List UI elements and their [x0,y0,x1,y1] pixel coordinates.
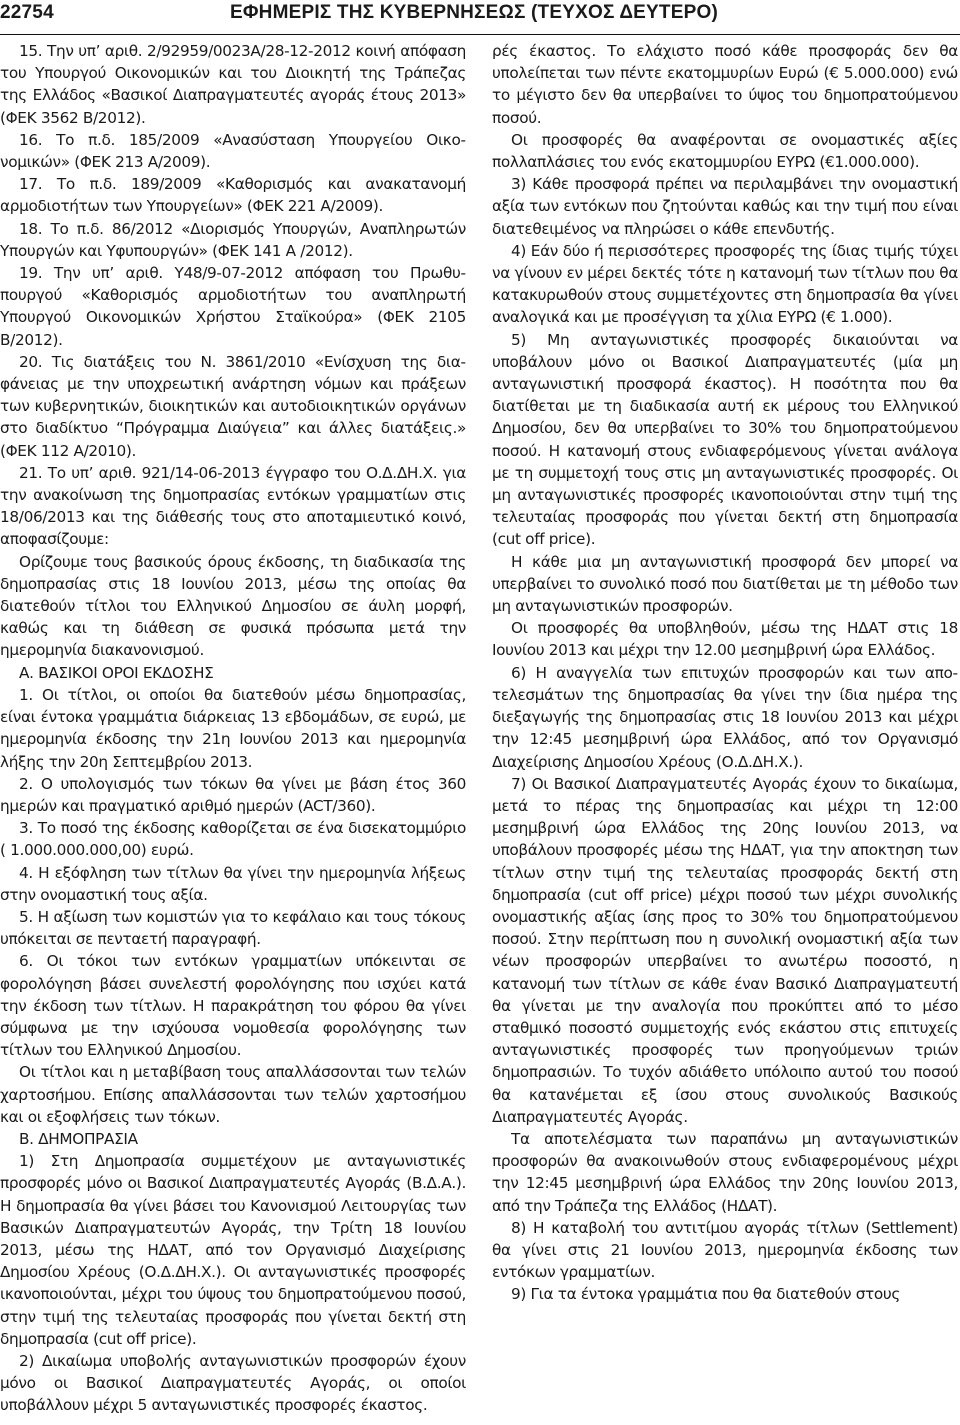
paragraph: Ορίζουμε τους βασικούς όρους έκδοσης, τη διαδικασία της δημοπρασίας στις 18 Ιουνίου 2013, μέσω της οποίας θα διατεθούν τίτλοι του Ελληνικού Δημοσίου σε άυλη μορφή, καθώς και τη διάθεση σε φυσικά πρόσωπα μετά την ημερομηνία διακανονισμού. [0,552,466,660]
paragraph: 16. Το π.δ. 185/2009 «Ανασύσταση Υπουργείου Οικονομικών» (ΦΕΚ 213 Α/2009). [0,130,466,172]
paragraph: Τα αποτελέσματα των παραπάνω μη ανταγωνιστικών προσφορών θα ανακοινωθούν στους ενδιαφερομένους μέχρι την 12:45 μεσημβρινή ώρα Ελλάδος την 20ης Ιουνίου 2013, από την Τράπεζα της Ελλάδος (ΗΔΑΤ). [492,1129,958,1215]
paragraph: 17. Το π.δ. 189/2009 «Καθορισμός και ανακατανομή αρμοδιοτήτων των Υπουργείων» (ΦΕΚ 221 Α/2009). [0,175,466,216]
paragraph: 20. Τις διατάξεις του Ν. 3861/2010 «Ενίσχυση της διαφάνειας με την υποχρεωτική ανάρτηση νόμων και πράξεων των κυβερνητικών, διοικητικών και αυτοδιοικητικών οργάνων στο διαδίκτυο “Πρόγραμμα Διαύγεια” και άλλες διατάξεις.» (ΦΕΚ 112 Α/2010). [0,352,466,460]
paragraph: 2. Ο υπολογισμός των τόκων θα γίνει με βάση έτος 360 ημερών και πραγματικό αριθμό ημερών (ACT/360). [0,774,466,815]
paragraph: 8) Η καταβολή του αντιτίμου αγοράς τίτλων (Settlement) θα γίνει στις 21 Ιουνίου 2013, ημερομηνία έκδοσης των εντόκων γραμματίων. [492,1218,958,1282]
paragraph: Οι προσφορές θα υποβληθούν, μέσω της ΗΔΑΤ στις 18 Ιουνίου 2013 και μέχρι την 12.00 μεσημβρινή ώρα Ελλάδος. [492,619,958,660]
paragraph: 9) Για τα έντοκα γραμμάτια που θα διατεθούν στους [511,1285,901,1304]
page-number: 22754 [0,2,54,23]
paragraph: 19. Την υπ’ αριθ. Υ48/9-07-2012 απόφαση του Πρωθυπουργού «Καθορισμός αρμοδιοτήτων του αναπληρωτή Υπουργού Οικονομικών Χρήστου Σταϊκούρα» (ΦΕΚ 2105 Β/2012). [0,264,466,349]
paragraph: 15. Την υπ’ αριθ. 2/92959/0023Α/28-12-2012 κοινή απόφαση του Υπουργού Οικονομικών και του Διοικητή της Τράπεζας της Ελλάδος «Βασικοί Διαπραγματευτές αγοράς έτους 2013» (ΦΕΚ 3562 Β/2012). [0,42,466,127]
left-column [0,40,466,1424]
paragraph: 6) Η αναγγελία των επιτυχών προσφορών και των αποτελεσμάτων της δημοπρασίας θα γίνει την ίδια ημέρα της διεξαγωγής της δημοπρασίας στις 18 Ιουνίου 2013 και μέχρι την 12:45 μεσημβρινή ώρα Ελλάδος, από τον Οργανισμό Διαχείρισης Δημοσίου Χρέους (Ο.Δ.ΔΗ.Χ.). [492,663,958,771]
paragraph: 6. Οι τόκοι των εντόκων γραμματίων υπόκεινται σε φορολόγηση βάσει συνελεστή φορολόγησης που ισχύει κατά την έκδοση των τίτλων. Η παρακράτηση του φόρου θα γίνει σύμφωνα με την ισχύουσα νομοθεσία φορολόγησης των τίτλων του Ελληνικού Δημοσίου. [0,952,466,1060]
paragraph: Οι προσφορές θα αναφέρονται σε ονομαστικές αξίες πολλαπλάσιες του ενός εκατομμυρίου ΕΥΡΩ (€1.000.000). [492,130,958,172]
right-column [492,40,958,1424]
paragraph: 1) Στη Δημοπρασία συμμετέχουν με ανταγωνιστικές προσφορές μόνο οι Βασικοί Διαπραγματευτές Αγοράς (Β.Δ.Α.). Η δημοπρασία θα γίνει βάσει του Κανονισμού Λειτουργίας των Βασικών Διαπραγματευτών Αγοράς, την Τρίτη 18 Ιουνίου 2013, μέσω της ΗΔΑΤ, από τον Οργανισμό Διαχείρισης Δημοσίου Χρέους (Ο.Δ.ΔΗ.Χ.). Οι ανταγωνιστικές προσφορές ικανοποιούνται, μέχρι του ύψους του δημοπρατούμενου ποσού, στην τιμή της τελευταίας προσφοράς που γίνεται δεκτή στη δημοπρασία (cut off price). [0,1152,466,1348]
paragraph: 4. Η εξόφληση των τίτλων θα γίνει την ημερομηνία λήξεως στην ονομαστική τους αξία. [0,863,466,904]
paragraph: 3. Το ποσό της έκδοσης καθορίζεται σε ένα δισεκατομμύριο ( 1.000.000.000,00) ευρώ. [0,819,466,860]
paragraph: 18. Το π.δ. 86/2012 «Διορισμός Υπουργών, Αναπληρωτών Υπουργών και Υφυπουργών» (ΦΕΚ 141 Α /2012). [0,219,466,260]
paragraph: Η κάθε μια μη ανταγωνιστική προσφορά δεν μπορεί να υπερβαίνει το συνολικό ποσό που διατίθεται με τη μέθοδο των μη ανταγωνιστικών προσφορών. [492,552,958,616]
page-header [0,0,960,35]
section-heading-b: Β. ΔΗΜΟΠΡΑΣΙΑ [19,1129,138,1148]
paragraph: 21. Το υπ’ αριθ. 921/14-06-2013 έγγραφο του Ο.Δ.ΔΗ.Χ. για την ανακοίνωση της δημοπρασίας εντόκων γραμματίων στις 18/06/2013 και της διάθεσής τους στο αποταμιευτικό κοινό, αποφασίζουμε: [0,463,466,549]
gazette-title: ΕΦΗΜΕΡΙΣ ΤΗΣ ΚΥΒΕΡΝΗΣΕΩΣ (ΤΕΥΧΟΣ ΔΕΥΤΕΡΟ) [230,2,718,23]
paragraph: 5. Η αξίωση των κομιστών για το κεφάλαιο και τους τόκους υπόκειται σε πενταετή παραγραφή. [0,907,466,949]
paragraph: 1. Οι τίτλοι, οι οποίοι θα διατεθούν μέσω δημοπρασίας, είναι έντοκα γραμμάτια διάρκειας 13 εβδομάδων, σε ευρώ, με ημερομηνία έκδοσης την 21η Ιουνίου 2013 και ημερομηνία λήξης την 20η Σεπτεμβρίου 2013. [0,685,466,771]
paragraph: 2) Δικαίωμα υποβολής ανταγωνιστικών προσφορών έχουν μόνο οι Βασικοί Διαπραγματευτές Αγοράς, οι οποίοι υποβάλλουν μέχρι 5 ανταγωνιστικές προσφορές έκαστος. [0,1351,466,1415]
section-heading-a: Α. ΒΑΣΙΚΟΙ ΟΡΟΙ ΕΚΔΟΣΗΣ [19,663,214,682]
paragraph: ρές έκαστος. Το ελάχιστο ποσό κάθε προσφοράς δεν θα υπολείπεται των πέντε εκατομμυρίων Ευρώ (€ 5.000.000) ενώ το μέγιστο δεν θα υπερβαίνει το ύψος του δημοπρατούμενου ποσού. [492,42,958,127]
paragraph: Οι τίτλοι και η μεταβίβαση τους απαλλάσσονται των τελών χαρτοσήμου. Επίσης απαλλάσσονται των τελών χαρτοσήμου και οι εξοφλήσεις των τόκων. [0,1063,466,1126]
paragraph: 4) Εάν δύο ή περισσότερες προσφορές της ίδιας τιμής τύχει να γίνουν εν μέρει δεκτές τότε η κατανομή των τίτλων που θα κατακυρωθούν στους συμμετέχοντες στη δημοπρασία θα γίνει αναλογικά και με προσέγγιση τα χίλια ΕΥΡΩ (€ 1.000). [492,241,958,327]
paragraph: 3) Κάθε προσφορά πρέπει να περιλαμβάνει την ονομαστική αξία των εντόκων που ζητούνται καθώς και την τιμή που είναι διατεθειμένος να πληρώσει ο κάθε επενδυτής. [492,175,958,238]
paragraph: 7) Οι Βασικοί Διαπραγματευτές Αγοράς έχουν το δικαίωμα, μετά το πέρας της δημοπρασίας και μέχρι τη 12:00 μεσημβρινή ώρα Ελλάδος της 20ης Ιουνίου 2013, να υποβάλουν προσφορές μέσω της ΗΔΑΤ, για την αποκτηση των τίτλων στην τιμή της τελευταίας προσφοράς δεκτή στη δημοπρασία (cut off price) μέχρι ποσού των μέχρι συνολικής ονομαστικής αξίας ίσης προς το 30% του δημοπρατούμενου ποσού. Στην περίπτωση που η συνολική ονομαστική αξία των νέων προσφορών υπερβαίνει το ανωτέρω ποσοστό, η κατανομή των τίτλων σε κάθε έναν Βασικό Διαπραγματευτή θα γίνεται με την αναλογία που προκύπτει από το μέσο σταθμικό ποσοστό συμμετοχής ενός εκάστου στις επιτυχείς ανταγωνιστικές προσφορές των προηγούμενων τριών δημοπρασιών. Το τυχόν αδιάθετο υπόλοιπο αυτού του ποσού θα κατανέμεται εξ ίσου στους συνολικούς Βασικούς Διαπραγματευτές Αγοράς. [492,774,958,1126]
paragraph: 5) Μη ανταγωνιστικές προσφορές δικαιούνται να υποβάλουν μόνο οι Βασικοί Διαπραγματευτές (μία μη ανταγωνιστική προσφορά έκαστος). Η ποσότητα που θα διατίθεται με τη διαδικασία αυτή εκ μέρους του Ελληνικού Δημοσίου, δεν θα υπερβαίνει το 30% του δημοπρατούμενου ποσού. Η κατανομή στους ενδιαφερόμενους γίνεται ανάλογα με τη συμμετοχή τους στις μη ανταγωνιστικές προσφορές. Οι μη ανταγωνιστικές προσφορές ικανοποιούνται στην τιμή της τελευταίας προσφοράς που γίνεται δεκτή στη δημοπρασία (cut off price). [492,330,958,549]
